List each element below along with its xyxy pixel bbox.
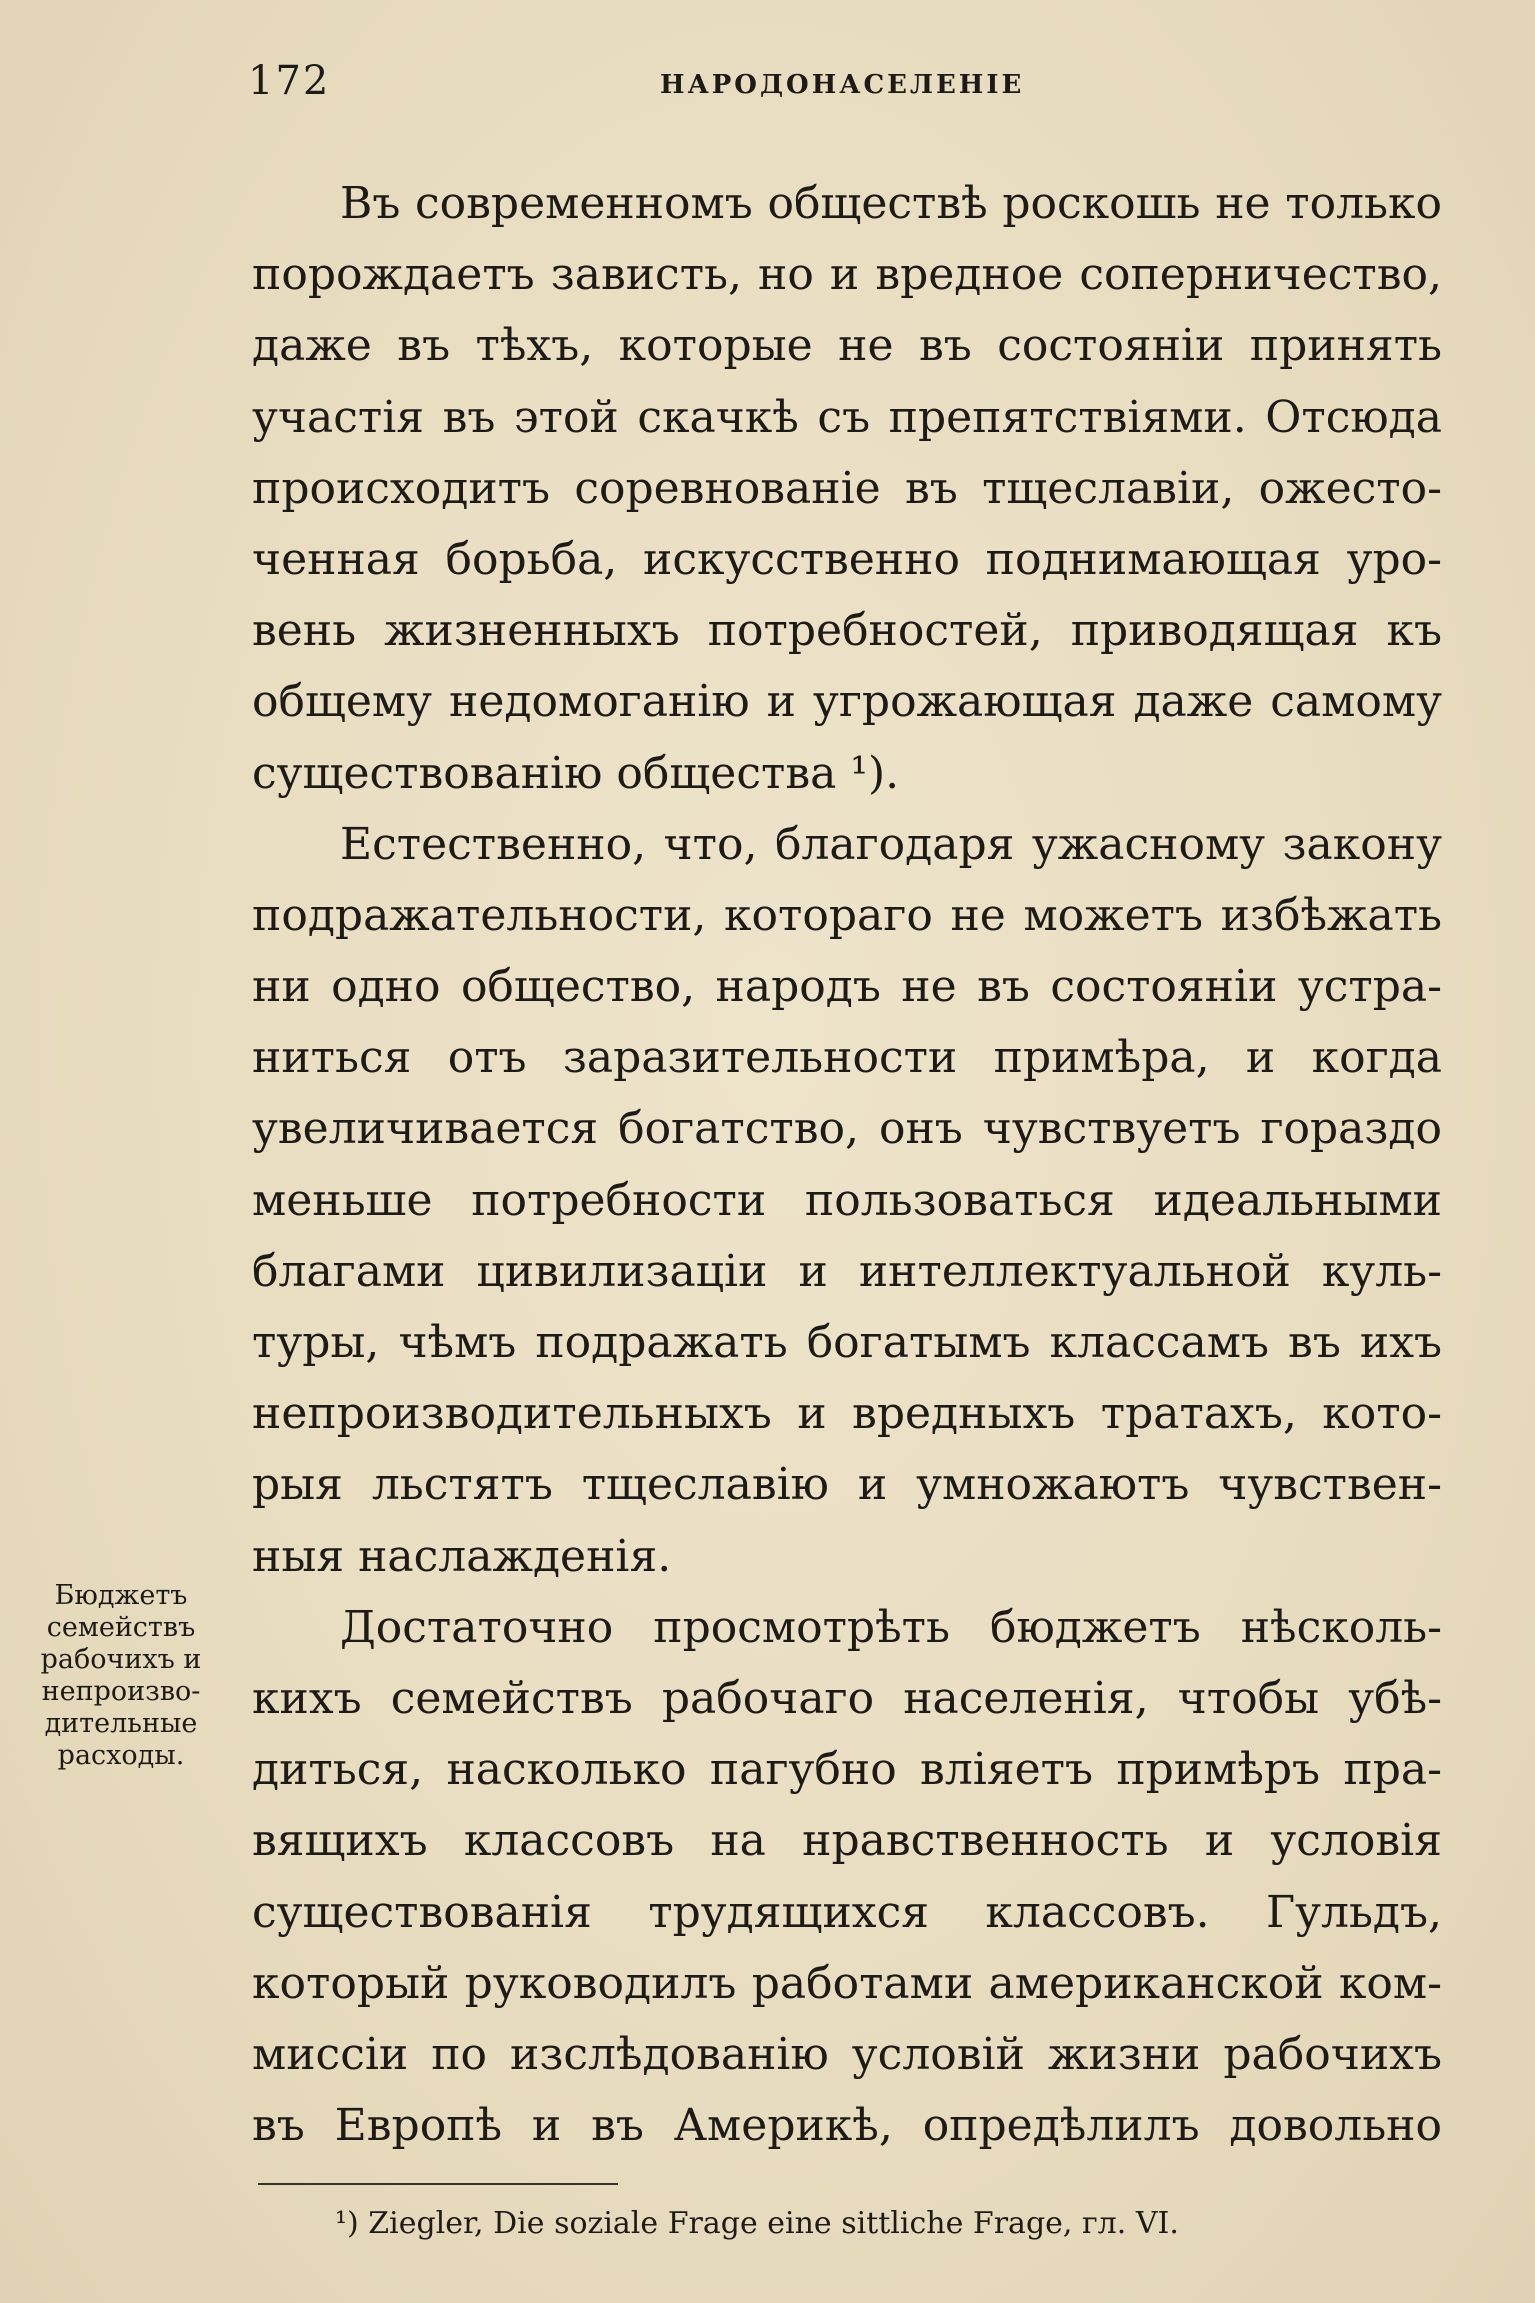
text-line: Достаточно просмотрѣть бюджетъ нѣсколь- [340,1601,1442,1653]
footnote: ¹) Ziegler, Die soziale Frage eine sittliche Frage, гл. VI. [335,2206,1179,2241]
text-line: увеличивается богатство, онъ чувствуетъ гораздо [252,1103,1442,1155]
margin-note-line: Бюджетъ [54,1580,188,1611]
running-title: НАРОДОНАСЕЛЕНІЕ [660,70,1025,100]
footnote-divider [258,2183,618,2185]
margin-note [14,1580,228,1772]
text-line: меньше потребности пользоваться идеальными [252,1174,1442,1226]
text-line: рыя льстятъ тщеславію и умножаютъ чувствен- [252,1459,1442,1511]
text-line: существованію общества ¹). [252,747,900,799]
text-line: диться, насколько пагубно вліяетъ примѣръ пра- [252,1744,1442,1796]
text-line: ныя наслажденія. [252,1530,672,1582]
text-line: кихъ семействъ рабочаго населенія, чтобы убѣ- [252,1672,1442,1724]
page-number: 172 [248,58,331,104]
margin-note-line: рабочихъ и [40,1644,202,1675]
text-line: происходитъ соревнованіе въ тщеславіи, ожесто- [252,462,1442,514]
text-line: порождаетъ зависть, но и вредное соперничество, [252,249,1442,301]
text-line: участія въ этой скачкѣ съ препятствіями. Отсюда [252,391,1442,443]
text-line: ни одно общество, народъ не въ состояніи устра- [252,961,1442,1013]
text-line: Въ современномъ обществѣ роскошь не только [340,178,1442,229]
text-line: ниться отъ заразительности примѣра, и когда [252,1032,1442,1084]
text-line: благами цивилизаціи и интеллектуальной куль- [252,1245,1442,1297]
text-line: вящихъ классовъ на нравственность и условія [252,1815,1442,1867]
text-line: даже въ тѣхъ, которые не въ состояніи принять [252,320,1442,372]
text-line: въ Европѣ и въ Америкѣ, опредѣлилъ довольно [252,2100,1442,2152]
text-line: вень жизненныхъ потребностей, приводящая къ [252,605,1442,657]
main-text [252,168,1442,2161]
text-line: существованія трудящихся классовъ. Гульдъ, [252,1886,1442,1938]
text-line: общему недомоганію и угрожающая даже самому [252,676,1442,728]
margin-note-line: расходы. [57,1740,185,1771]
page-header [248,58,1448,108]
text-line: ченная борьба, искусственно поднимающая уро- [252,533,1442,585]
margin-note-line: непроизво- [41,1676,201,1707]
text-line: туры, чѣмъ подражать богатымъ классамъ въ ихъ [252,1317,1442,1368]
text-line: подражательности, котораго не можетъ избѣжать [252,889,1442,941]
text-line: Естественно, что, благодаря ужасному закону [340,818,1442,870]
text-line: который руководилъ работами американской ком- [252,1957,1442,2009]
text-line: непроизводительныхъ и вредныхъ тратахъ, кото- [252,1388,1442,1440]
margin-note-line: дительные [44,1708,198,1739]
text-line: миссіи по изслѣдованію условій жизни рабочихъ [252,2028,1442,2080]
margin-note-line: семействъ [46,1612,196,1643]
